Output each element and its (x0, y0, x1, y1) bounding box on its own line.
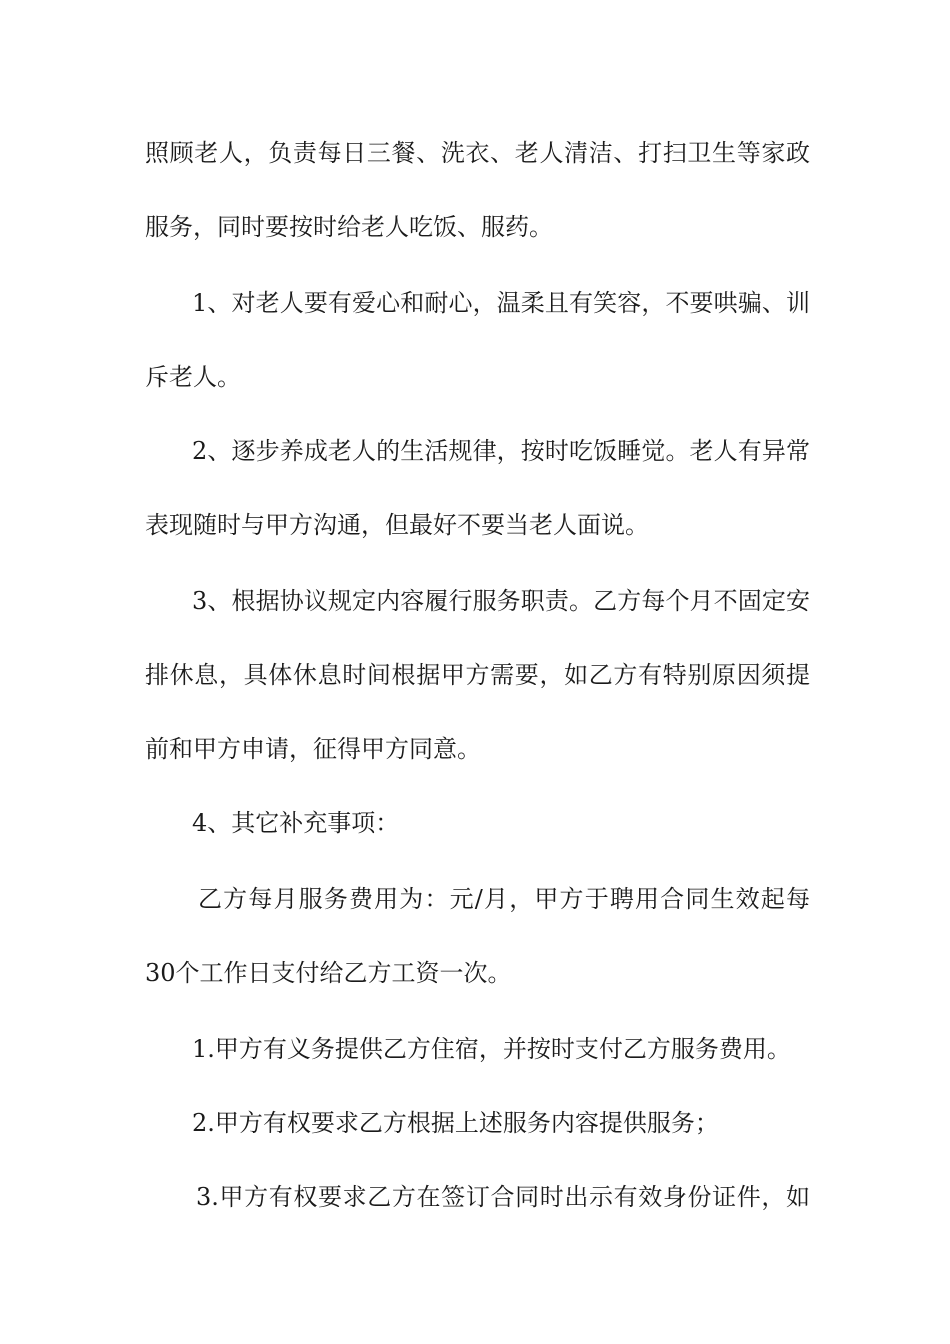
list-item-2-line: 2、逐步养成老人的生活规律，按时吃饭睡觉。老人有异常 (192, 437, 810, 465)
paragraph-line: 照顾老人，负责每日三餐、洗衣、老人清洁、打扫卫生等家政 (145, 139, 810, 167)
list-item-1-line: 1、对老人要有爱心和耐心，温柔且有笑容，不要哄骗、训 (192, 289, 810, 317)
list-item-1-line: 斥老人。 (145, 363, 241, 391)
paragraph-line: 服务，同时要按时给老人吃饭、服药。 (145, 213, 553, 241)
fee-paragraph-line: 30个工作日支付给乙方工资一次。 (145, 959, 512, 987)
fee-paragraph-line: 乙方每月服务费用为：元/月，甲方于聘用合同生效起每 (198, 885, 810, 913)
list-item-3-line: 3、根据协议规定内容履行服务职责。乙方每个月不固定安 (192, 587, 810, 615)
clause-2-line: 2.甲方有权要求乙方根据上述服务内容提供服务； (192, 1109, 719, 1137)
clause-1-line: 1.甲方有义务提供乙方住宿，并按时支付乙方服务费用。 (192, 1035, 791, 1063)
list-item-4-line: 4、其它补充事项： (192, 809, 400, 837)
clause-3-line: 3.甲方有权要求乙方在签订合同时出示有效身份证件，如 (196, 1183, 810, 1211)
list-item-3-line: 前和甲方申请，征得甲方同意。 (145, 735, 481, 763)
list-item-2-line: 表现随时与甲方沟通，但最好不要当老人面说。 (145, 511, 649, 539)
list-item-3-line: 排休息，具体休息时间根据甲方需要，如乙方有特别原因须提 (145, 661, 810, 689)
